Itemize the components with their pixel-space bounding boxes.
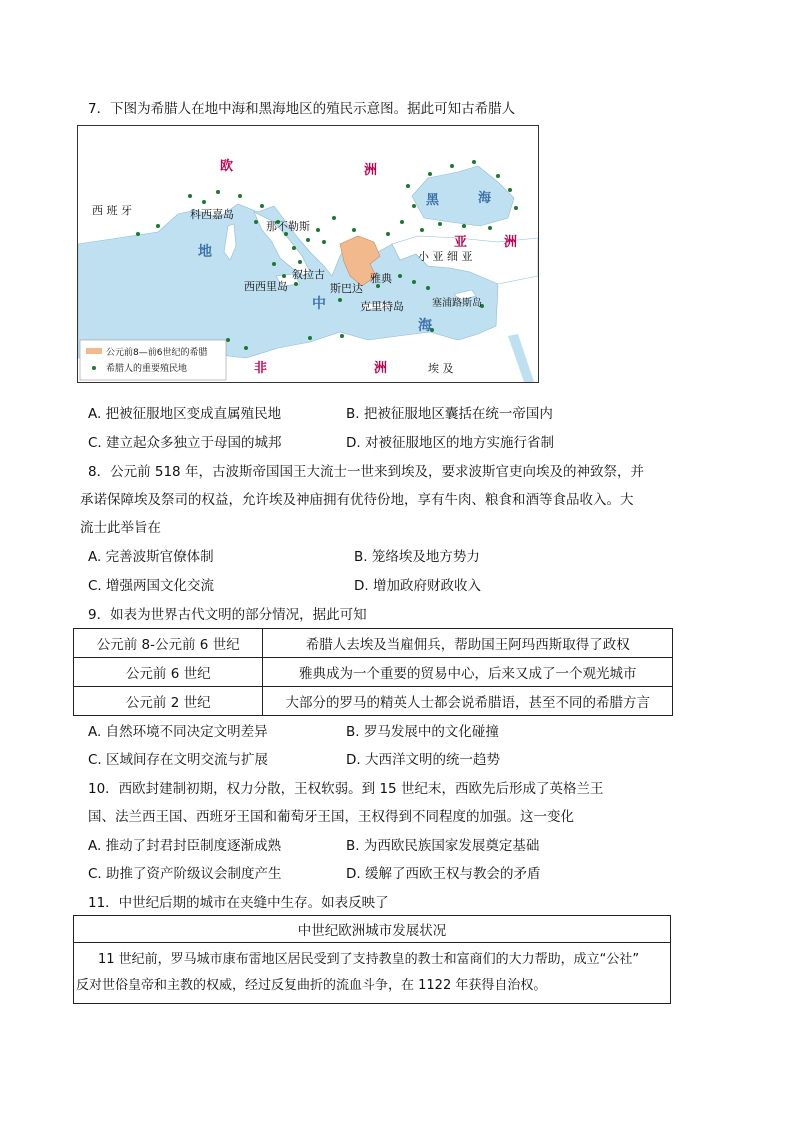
q10-option-d[interactable]: D. 缓解了西欧王权与教会的矛盾 (346, 866, 541, 882)
q9-row3-period: 公元前 2 世纪 (74, 687, 263, 716)
q7-stem: 7．下图为希腊人在地中海和黑海地区的殖民示意图。据此可知古希腊人 (88, 101, 516, 117)
table-row (74, 687, 673, 716)
q8-stem-line1: 8．公元前 518 年，古波斯帝国国王大流士一世来到埃及，要求波斯官吏向埃及的神致祭，并 (88, 464, 644, 480)
map-label-athens: 雅典 (370, 272, 392, 285)
map-label-naples: 那不勒斯 (266, 220, 310, 233)
map-label-blacksea1: 黑 (426, 193, 440, 208)
q10-stem-line1: 10．西欧封建制初期，权力分散，王权软弱。到 15 世纪末，西欧先后形成了英格兰王 (88, 781, 604, 797)
q8-option-c[interactable]: C. 增强两国文化交流 (88, 578, 215, 594)
map-label-crete: 克里特岛 (360, 300, 404, 313)
table-row (74, 658, 673, 687)
map-label-medi3: 海 (418, 318, 432, 334)
q11-table-body (74, 943, 671, 1004)
q10-option-a[interactable]: A. 推动了封君封臣制度逐渐成熟 (88, 838, 282, 854)
q8-option-d[interactable]: D. 增加政府财政收入 (354, 578, 481, 594)
map-label-sicily: 西西里岛 (244, 280, 288, 293)
map-label-egypt: 埃 及 (428, 362, 454, 375)
q8-option-a[interactable]: A. 完善波斯官僚体制 (88, 549, 214, 565)
map-label-asia1: 亚 (454, 235, 468, 250)
q11-table-title: 中世纪欧洲城市发展状况 (74, 916, 671, 943)
q9-row1-event: 希腊人去埃及当雇佣兵，帮助国王阿玛西斯取得了政权 (263, 629, 673, 658)
map-label-africa2: 洲 (374, 361, 388, 376)
q11-stem: 11．中世纪后期的城市在夹缝中生存。如表反映了 (88, 895, 389, 911)
q10-option-b[interactable]: B. 为西欧民族国家发展奠定基础 (346, 838, 540, 854)
q9-row2-event: 雅典成为一个重要的贸易中心，后来又成了一个观光城市 (263, 658, 673, 687)
map-label-spain: 西 班 牙 (92, 204, 132, 217)
map-label-asia2: 洲 (504, 235, 518, 250)
legend-greece-swatch (86, 348, 102, 354)
q11-table (73, 915, 671, 1004)
legend-colony-label: 希腊人的重要殖民地 (106, 364, 188, 374)
map-label-syracuse: 叙拉古 (292, 268, 325, 281)
q10-stem-line2: 国、法兰西王国、西班牙王国和葡萄牙王国，王权得到不同程度的加强。这一变化 (88, 809, 574, 825)
q10-option-c[interactable]: C. 助推了资产阶级议会制度产生 (88, 866, 282, 882)
table-row (74, 916, 671, 943)
q9-stem: 9．如表为世界古代文明的部分情况，据此可知 (88, 607, 367, 623)
q9-option-d[interactable]: D. 大西洋文明的统一趋势 (346, 752, 500, 768)
q7-option-b[interactable]: B. 把被征服地区囊括在统一帝国内 (346, 406, 553, 422)
greek-colonization-map (77, 125, 539, 383)
map-label-medi1: 地 (198, 244, 212, 260)
map-label-corsica: 科西嘉岛 (190, 208, 234, 221)
legend-greece-label: 公元前8—前6世纪的希腊 (106, 348, 208, 358)
q7-option-a[interactable]: A. 把被征服地区变成直属殖民地 (88, 406, 282, 422)
q8-stem-line3: 流士此举旨在 (80, 520, 161, 536)
table-row (74, 943, 671, 1004)
map-label-blacksea2: 海 (478, 191, 492, 206)
q9-option-b[interactable]: B. 罗马发展中的文化碰撞 (346, 724, 499, 740)
q9-table (73, 628, 673, 716)
map-svg (78, 126, 538, 382)
map-label-europe2: 洲 (364, 163, 378, 178)
q9-row2-period: 公元前 6 世纪 (74, 658, 263, 687)
legend-colony-dot (92, 366, 96, 370)
map-label-asiaminor: 小 亚 细 亚 (418, 250, 473, 263)
map-label-cyprus: 塞浦路斯岛 (432, 298, 482, 309)
map-label-medi2: 中 (312, 296, 326, 312)
q7-option-d[interactable]: D. 对被征服地区的地方实施行省制 (346, 435, 554, 451)
map-legend-box (80, 340, 226, 380)
q9-row1-period: 公元前 8-公元前 6 世纪 (74, 629, 263, 658)
map-label-europe1: 欧 (220, 159, 234, 174)
q9-option-c[interactable]: C. 区域间存在文明交流与扩展 (88, 752, 269, 768)
map-label-sparta: 斯巴达 (330, 282, 363, 295)
q7-option-c[interactable]: C. 建立起众多独立于母国的城邦 (88, 435, 282, 451)
q9-option-a[interactable]: A. 自然环境不同决定文明差异 (88, 724, 268, 740)
q9-row3-event: 大部分的罗马的精英人士都会说希腊语，甚至不同的希腊方言 (263, 687, 673, 716)
q11-body-line2: 反对世俗皇帝和主教的权威，经过反复曲折的流血斗争，在 1122 年获得自治权。 (76, 978, 547, 993)
q11-body-line1: 11 世纪前，罗马城市康布雷地区居民受到了支持教皇的教士和富商们的大力帮助，成立“公社” (98, 952, 640, 967)
table-row (74, 629, 673, 658)
map-label-africa1: 非 (254, 361, 268, 376)
q8-option-b[interactable]: B. 笼络埃及地方势力 (354, 549, 480, 565)
q8-stem-line2: 承诺保障埃及祭司的权益，允许埃及神庙拥有优待份地，享有牛肉、粮食和酒等食品收入。大 (80, 492, 634, 508)
